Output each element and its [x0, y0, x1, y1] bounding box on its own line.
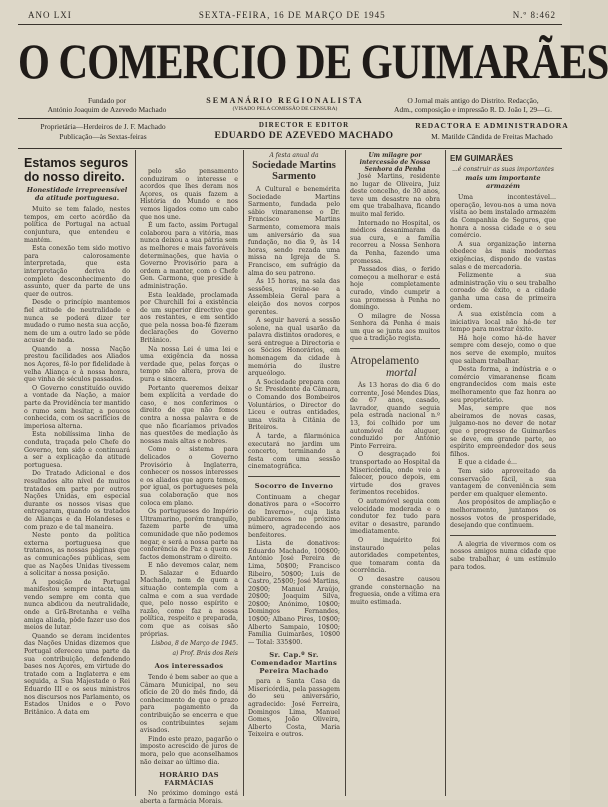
top-rule — [18, 24, 562, 25]
paragraph: Internado no Hospital, os médicos desanimaram da sua cura, e a família recorreu a Nossa Senhora da Penha, fazendo uma promessa. — [350, 219, 440, 265]
paragraph: A seguir haverá a sessão solene, na qual usarão da palavra distintos oradores, e será entregue a Directoria e os Sócios Honorários, em homenagem da cidade à memória do ilustre arqueólogo. — [248, 317, 340, 378]
article-text: para a Santa Casa da Misericórdia, pela passagem do seu aniversário, agradecido: José Ferreira, Domingos Lima, Manuel Gomes, João Oliveira, Alberto Costa, Maria Teixeira e outros. — [248, 678, 340, 739]
paragraph: Esta lealdade, proclamada por Churchill foi a existência de um superior directivo que aos restantes, e em sentido que pela nossa boa-fé fizeram declarações do Governo Britânico. — [140, 291, 238, 345]
paragraph: Mas, sempre que nos abeiramos de novas casas, julgamo-nos no dever de notar que o progresso de Guimarães se deve, em grande parte, ao espírito empreendedor dos seus filhos. — [450, 405, 556, 458]
paragraph: E que a cidade é... — [458, 459, 517, 467]
paragraph: Na nossa Lei é uma lei e uma exigência da nossa verdade que, pelas forças o tempo não altera, prova de pura e sincera. — [140, 345, 238, 384]
divider — [450, 535, 556, 536]
column-1 — [24, 152, 130, 717]
paragraph: Passados dias, o ferido começou a melhorar e está hoje completamente curado, vindo cumprir a sua promessa à Penha no domingo. — [350, 266, 440, 312]
issue-date: SEXTA-FEIRA, 16 DE MARÇO DE 1945 — [198, 10, 386, 20]
paragraph: Há hoje como há-de haver sempre com desejo, como o que nos serve de exemplo, muitos que saibam trabalhar. — [450, 334, 556, 365]
lead-article-continuation — [140, 168, 238, 638]
article-body — [248, 186, 340, 471]
masthead-title: O COMERCIO DE GUIMARÃES — [18, 33, 608, 89]
founder-note: Fundado por António Joaquim de Azevedo Machado — [47, 96, 167, 114]
lead-article-body — [24, 206, 130, 716]
paragraph: Como o sistema para delicados o Governo Provisório à Inglaterra, conhecer os nossos interesses e os aliados que agora temos, por igual, os portugueses pela sua colaboração que nos coloca em plano. — [140, 446, 238, 507]
paragraph: Esta conexão tem sido motivo para calorosamente interpretada, que esta interpretação deriva do completo desconhecimento do assunto, quer da parte de uns quer de outros. — [24, 245, 130, 298]
donation-list: Lista de donativos: Eduardo Machado, 100$00; António José Pereira de Lima, 50$00; Francisco Ribeiro, 50$00; Luís de Castro, 25$00; José Martins, 20$00; Manuel Araújo, 20$00; Joaquim Silva, 20$00; Anónimo, 10$00; Domingos Fernandes, 10$00; Albano Pires, 10$00; Alberto Sampaio, 10$00; Família Guimarães, 10$00 — Total: 335$00. — [248, 540, 340, 646]
article-headline: Sociedade Martins Sarmento — [252, 160, 336, 182]
paragraph: A Cultural e benemérita Sociedade Martins Sarmento, fundada pelo sábio vimaranense o Dr. Francisco Martins Sarmento, comemora mais um aniversário da sua fundação, no dia 9, às 14 horas, sendo rezada uma missa na Igreja de S. Francisco, em sufrágio da alma do seu patrono. — [248, 186, 340, 277]
section-heading: Socorro de Inverno — [254, 481, 334, 490]
paragraph: José Martins, residente no lugar de Oliveira, Juiz deste concelho, de 30 anos, teve um desastre na obra em que trabalhava, ficando muito mal ferido. — [350, 173, 440, 218]
article-text: Continuam a chegar donativos para o «Socorro de Inverno», cuja lista publicaremos no próximo número, agradecendo aos benfeitores. — [248, 493, 340, 539]
paragraph: Do Tratado Adicional e dos resultados alto nível de muitos tratados em parte por outros Nações Unidas, em especial durante os nossos visas que entregaram, quando os tratados de Alianças e da Holandeses e com prazo e de tal maneira. — [24, 470, 130, 531]
column-divider — [445, 150, 446, 796]
column-5 — [450, 152, 556, 572]
paragraph: Desde o princípio mantemos fiel atitude de neutralidade e nunca se poderá dizer ter mudado o rumo nesta sua acção, nem de um a outro lado se pôde acusar de nada. — [24, 299, 130, 345]
paragraph: Portanto queremos deixar bem explícita a verdade do caso, e nos conferimos o direito de que não fomos contra a nossa palavra e de que não ficaríamos privados nas questões de mediação às nossas mais altas e nobres. — [140, 384, 238, 445]
paragraph: Às 13 horas do dia 6 do corrente, José Mendes Dias, de 67 anos, casado, lavrador, quando seguia pela estrada nacional n.º 13, foi colhido por um automóvel de aluguer, conduzido por António Pinto Ferreira. — [350, 382, 440, 450]
paragraph: À tarde, a filarmónica executará no jardim um concerto, terminando a festa com uma sessão cinematográfica. — [248, 433, 340, 471]
divider — [350, 348, 440, 349]
column-3 — [248, 152, 340, 740]
band-rule — [18, 148, 562, 149]
article-headline: Atropelamento mortal — [350, 355, 419, 380]
column-2 — [140, 168, 238, 807]
article-body — [350, 382, 440, 606]
column-divider — [135, 150, 136, 796]
paragraph: A Sociedade prepara com o Sr. Presidente da Câmara, o Comando dos Bombeiros Voluntários, o Director do Liceu e outras entidades, uma visita à Citânia de Briteiros. — [248, 378, 340, 432]
paragraph: A posição de Portugal manifestou sempre intacta, um vendo sempre em conta que nunca abdicou da neutralidade, onde a Grã-Bretanha e velha amiga aliada, pôde fazer uso dos meios de lutar. — [24, 578, 130, 632]
dateline — [28, 10, 556, 22]
article-body — [350, 173, 440, 343]
owner-info: Proprietária—Herdeiros de J. F. Machado Publicação—às Sextas-feiras — [40, 122, 166, 141]
paragraph: Uma incontestável... operação, levou-nos a uma nova visita ao bem instalado armazém da Companhia de Seguros, que honra a nossa cidade e o seu comércio. — [450, 194, 556, 240]
paragraph: A sua organização interna obedece às mais modernas exigências, dispondo de vastas salas e de mercadoria. — [450, 240, 556, 271]
section-heading: HORÁRIO DAS FARMÁCIAS — [159, 771, 219, 787]
year-label: ANO LXI — [28, 10, 72, 20]
lead-headline: Estamos seguros do nosso direito. — [24, 156, 129, 184]
paragraph: O automóvel seguia com velocidade moderada e o condutor fez tudo para evitar o desastre, parando imediatamente. — [350, 497, 440, 536]
staff-band — [18, 120, 569, 146]
director-info: DIRECTOR E EDITOR EDUARDO DE AZEVEDO MACHADO — [214, 121, 394, 141]
subtitle: SEMANÁRIO REGIONALISTA (VISADO PELA COMISSÃO DE CENSURA) — [206, 96, 364, 112]
paragraph: O Governo constituído ouvido a vontade da Nação, a maior parte da Providência ter mantido o rumo sem hesitar, a poucos conhecida, com os sacrifícios de imperiosa alterna. — [24, 384, 130, 430]
column-divider — [345, 150, 346, 796]
lead-kicker: Honestidade irrepreensível da atitude portuguesa. — [26, 186, 128, 202]
paragraph: Tem sido aproveitado da conservação fácil, a sua vantagem de conveniência sem perder em qualquer elemento. — [450, 467, 556, 498]
article-kicker: A festa anual da — [269, 152, 319, 159]
admin-info: REDACTORA E ADMINISTRADORA M. Matilde Cândida de Freitas Machado — [415, 121, 569, 141]
paragraph: Os portugueses do Império Ultramarino, porém tranquilo, fazem parte de uma comunidade que não podemos negar, e será a nossa parte na conferência de Paz a quem os factos demonstram o direito. — [140, 508, 238, 561]
paragraph: Desta forma, a indústria e o comércio vimaranense ficam engrandecidos com mais este melhoramento que faz honra ao seu proprietário. — [450, 366, 556, 404]
header-rule — [18, 118, 562, 119]
paragraph: Neste ponto da política externa portuguesa que tratamos, as nossas páginas que as comunicações públicas, sem que as Nações Unidas tivessem a solicitar a nossa posição. — [24, 532, 130, 578]
paragraph: Esta nobilíssima linha de conduta, traçada pelo Chefe do Governo, tem sido e continuará a ser a explicação da atitude portuguesa. — [24, 431, 130, 469]
paragraph: pelo são pensamento conduziram o interesse e acordos que lhes deram nos Açores, os quais fazem a História do Mundo e nos vemos ligados como um cabo que nos une. — [140, 168, 238, 221]
paragraph: Quando se deram incidentes das Nações Unidas dizemos que Portugal ofereceu uma parte da sua contribuição, defendendo bases nos Açores, em virtude do tratado com a Inglaterra e em seguida, a Sua Majestade o Rei Eduardo III e os seus ministros nos discursos nos Parlamento, os Estados Unidos e o Povo Britânico. A data em — [24, 632, 130, 716]
paragraph: O inquérito foi instaurado pelas autoridades competentes, que tomaram conta da ocorrência. — [350, 536, 440, 575]
column-4 — [350, 152, 440, 607]
oldest-note: O Jornal mais antigo do Distrito. Redacção, Adm., composição e impressão R. D. João I, 29—G. — [394, 96, 552, 114]
paragraph: Quando a nossa Nação prestou facilidades aos Aliados nos Açores, fê-lo por fidelidade à velha Aliança e à nossa honra, que vinha de séculos passados. — [24, 345, 130, 384]
column-divider — [243, 150, 244, 796]
notice-text: Tendo é bem saber ao que a Câmara Municipal, no seu ofício de 20 do mês findo, dá conhecimento de que o prazo para pagamento da contribuição se encerra e que os contribuintes sejam avisados. — [140, 674, 238, 735]
section-heading: Sr. Cap.º Sr. Comendador Martins Pereira Machado — [250, 651, 338, 675]
article-text: A alegria de vivermos com os nossos amigos numa cidade que sabe trabalhar, é um estímulo para todos. — [450, 540, 556, 571]
paragraph: É um facto, assim Portugal colaborou para a vitória, mas nunca deixou a sua pátria sem as melhores e mais favoráveis determinações, que havia o Governo Provisório para a ordem a manter, com o Chefe Gen. Carmona, que preside à administração. — [140, 222, 238, 290]
paragraph: Muito se tem falado, nestes tempos, em certo acórdão da política de Portugal na actual conjuntura, que entendeu e mantém. — [24, 206, 130, 244]
pharmacy-text: No próximo domingo está aberta a farmácia Morais. — [140, 790, 238, 805]
paragraph: E não devemos calar, nem D. Salazar e Eduardo Machado, nem de quem a situação contempla com a calma e com a sua verdade que, pelo nosso espírito e razão, como faz a nossa política, respeito e preparada, com que as coisas são próprias. — [140, 562, 238, 638]
issue-number: N.º 8:462 — [512, 10, 556, 20]
paragraph: A sua existência com a iniciativa local não há-de ter tempo para mostrar êxito. — [450, 311, 556, 334]
article-subhead: ...é construir as suas importantes — [452, 166, 554, 173]
article-headline: Um milagre por intercessão de Nossa Senhora da Penha — [359, 152, 431, 173]
paragraph: Aos propósitos de ampliação e melhoramento, juntamos os nossos votos de prosperidade, desejando que continuem. — [450, 499, 556, 530]
paragraph: Felizmente a sua administração viu o seu trabalho coroado de êxito, e a cidade ganha uma casa de primeira ordem. — [450, 272, 556, 310]
divider — [248, 476, 340, 477]
paragraph: O desastre causou grande consternação na freguesia, onde a vítima era muito estimada. — [350, 575, 440, 606]
article-signature: a) Prof. Brás dos Reis — [172, 649, 238, 657]
article-headline: EM GUIMARÃES — [450, 154, 514, 163]
article-dateline: Lisboa, 8 de Março de 1945. — [151, 640, 238, 648]
article-body — [450, 194, 556, 530]
paragraph: Às 15 horas, na sala das sessões, reúne-se a Assembleia Geral para a eleição dos novos corpos gerentes. — [248, 278, 340, 316]
notice-text: Findo este prazo, pagarão o imposto acrescido de juros de mora, pelo que aconselhamos não deixar ao último dia. — [140, 735, 238, 766]
paragraph: O desgraçado foi transportado ao Hospital da Misericórdia, onde veio a falecer, pouco depois, em virtude dos graves ferimentos recebidos. — [350, 451, 440, 497]
article-kicker: mais um importante armazém — [465, 174, 541, 190]
paragraph: O milagre de Nossa Senhora da Penha é mais um que se junta aos muitos que a tradição regista. — [350, 312, 440, 343]
section-heading: Aos interessados — [154, 662, 224, 671]
